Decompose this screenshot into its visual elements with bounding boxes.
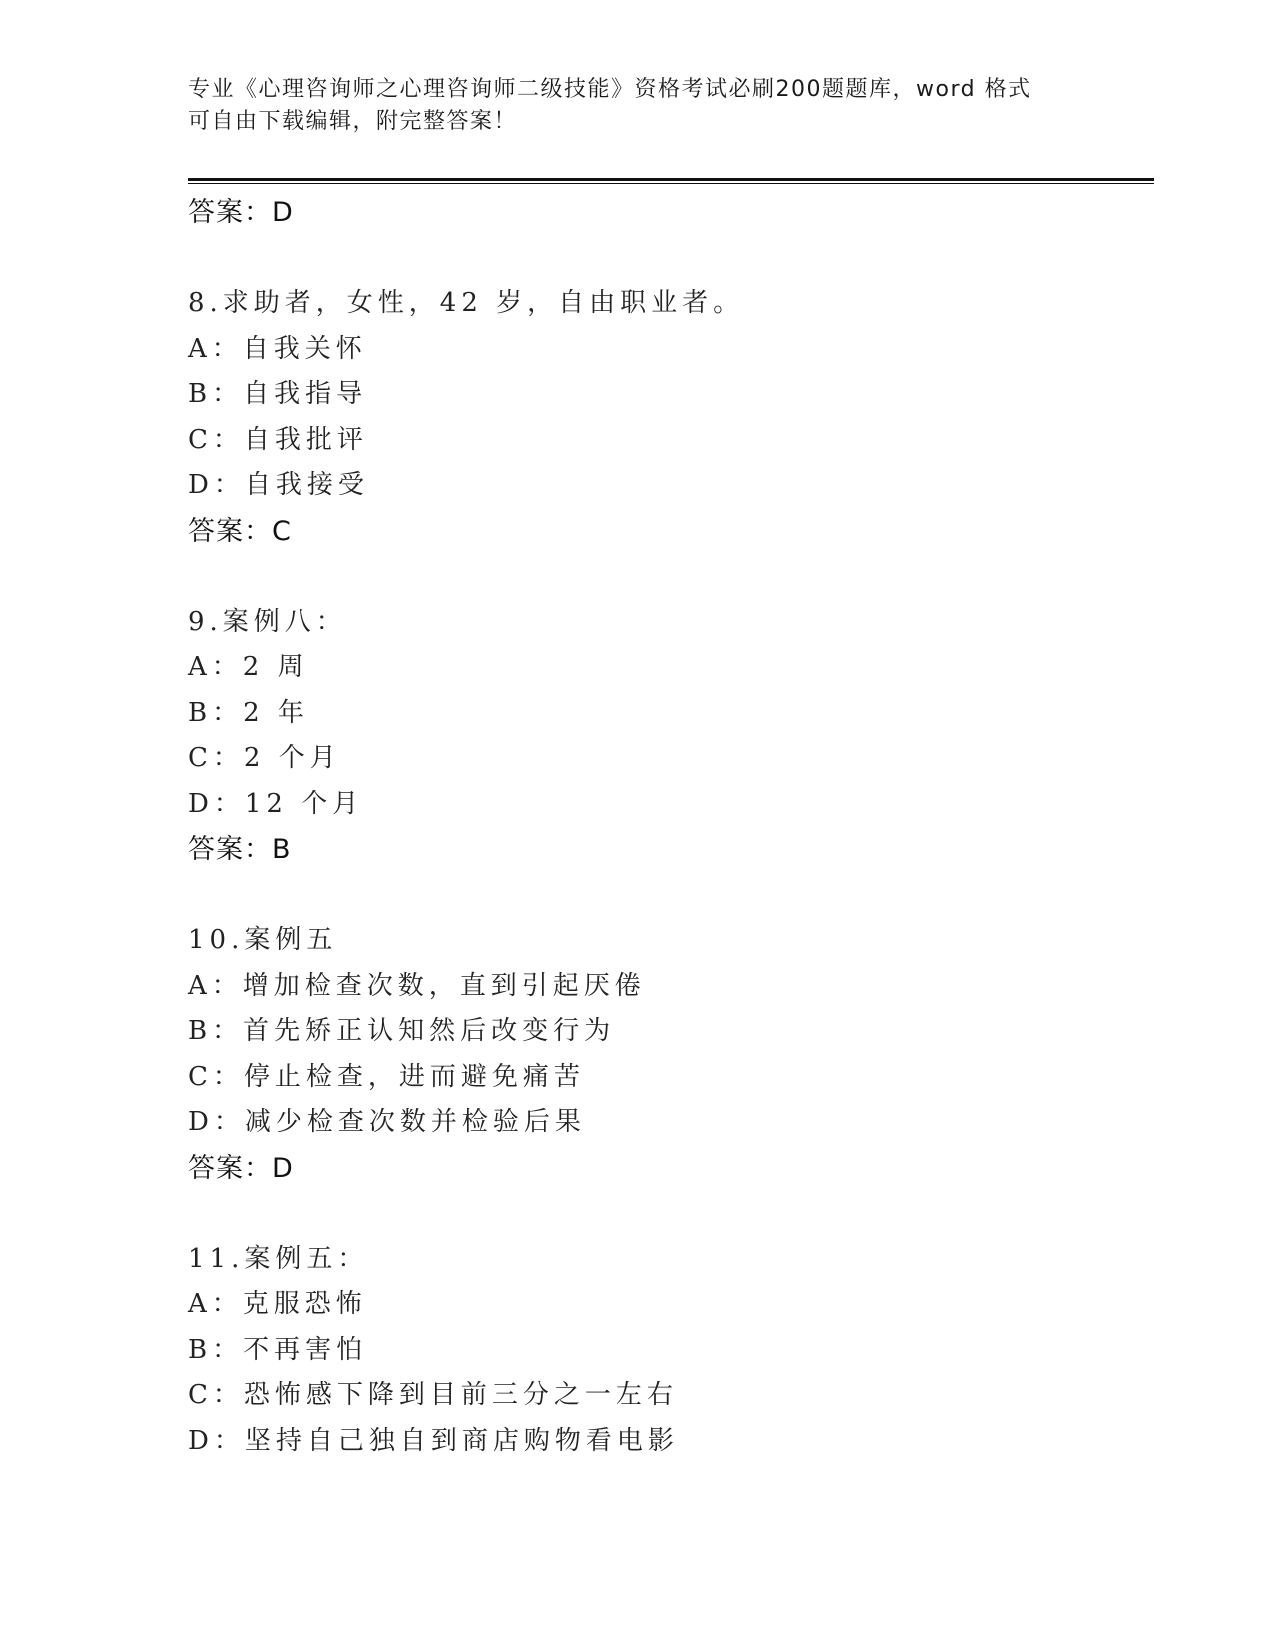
option-c: C：恐怖感下降到目前三分之一左右 — [188, 1380, 678, 1410]
answer-line: 答案：D — [188, 197, 294, 228]
answer-line: 答案：C — [188, 515, 292, 547]
answer-line: 答案：B — [188, 834, 292, 865]
option-b: B：2 年 — [188, 697, 309, 728]
page-header — [188, 74, 1088, 138]
option-d: D：坚持自己独自到商店购物看电影 — [188, 1425, 679, 1456]
header-line-2: 可自由下载编辑，附完整答案！ — [188, 109, 518, 134]
question-stem: 9.案例八： — [188, 606, 347, 637]
question-item — [188, 600, 1148, 873]
answer-line: 答案：D — [188, 1152, 294, 1184]
option-a: A：增加检查次数，直到引起厌倦 — [188, 970, 646, 1001]
option-d: D：减少检查次数并检验后果 — [188, 1107, 586, 1137]
question-stem: 8.求助者，女性，42 岁，自由职业者。 — [188, 288, 745, 318]
option-d: D：12 个月 — [188, 788, 364, 819]
option-b: B：自我指导 — [188, 379, 368, 409]
option-c: C：2 个月 — [188, 743, 341, 773]
header-line-1: 专业《心理咨询师之心理咨询师二级技能》资格考试必刷200题题库，word 格式 — [188, 77, 1032, 102]
option-b: B：首先矫正认知然后改变行为 — [188, 1016, 616, 1046]
option-c: C：自我批评 — [188, 424, 368, 455]
option-b: B：不再害怕 — [188, 1334, 368, 1365]
option-a: A：2 周 — [188, 652, 309, 682]
question-stem: 11.案例五： — [188, 1243, 369, 1274]
question-stem: 10.案例五 — [188, 925, 338, 955]
option-d: D：自我接受 — [188, 470, 369, 500]
question-list — [188, 190, 1148, 1464]
option-c: C：停止检查，进而避免痛苦 — [188, 1061, 585, 1092]
question-item — [188, 918, 1148, 1191]
option-a: A：克服恐怖 — [188, 1289, 367, 1319]
question-item — [188, 1237, 1148, 1465]
question-item — [188, 281, 1148, 554]
header-rule-thick — [188, 178, 1154, 181]
option-a: A：自我关怀 — [188, 333, 367, 364]
header-rule-thin — [188, 183, 1154, 184]
